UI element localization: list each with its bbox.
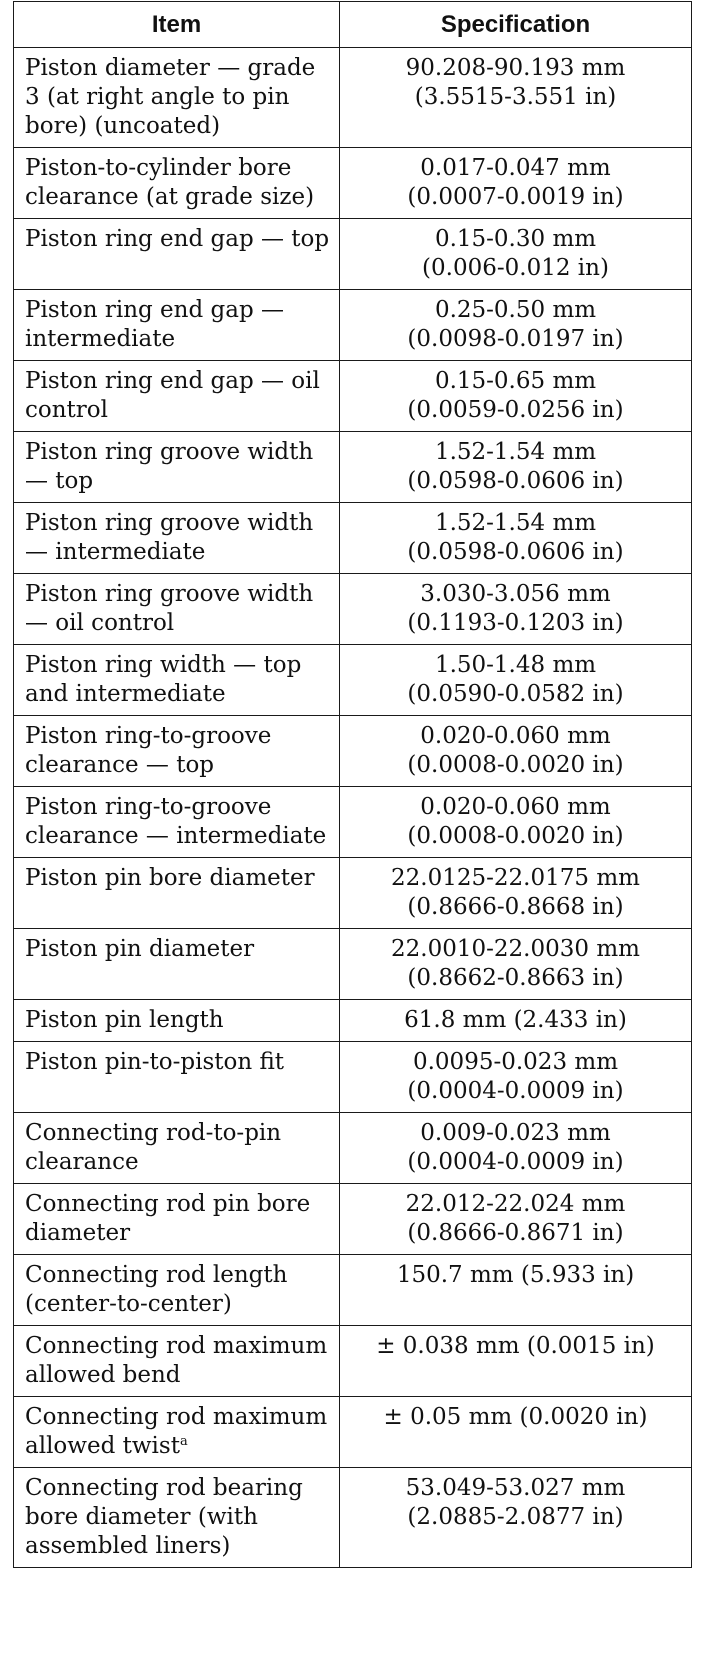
specification-text-line: (0.0098-0.0197 in) <box>407 326 624 352</box>
footnote-marker: a <box>179 1434 188 1449</box>
specification-text-line: 22.012-22.024 mm <box>405 1191 626 1217</box>
item-text: Piston pin diameter <box>25 936 255 962</box>
specification-cell <box>340 1000 692 1042</box>
specification-text-line: (0.0004-0.0009 in) <box>407 1078 624 1104</box>
specification-column-header: Specification <box>340 2 692 48</box>
table-row <box>14 1255 692 1326</box>
item-text-line <box>25 367 331 396</box>
specification-cell <box>340 716 692 787</box>
specification-text-line: 0.020-0.060 mm <box>420 794 611 820</box>
item-text-line <box>25 935 331 964</box>
table-row <box>14 645 692 716</box>
specification-cell <box>340 148 692 219</box>
table-row <box>14 48 692 148</box>
specification-text-line: 53.049-53.027 mm <box>405 1475 626 1501</box>
specification-text-line: 22.0125-22.0175 mm <box>391 865 640 891</box>
item-text: Piston ring end gap — <box>25 297 284 323</box>
item-text: Piston pin bore diameter <box>25 865 315 891</box>
table-body <box>14 48 692 1568</box>
item-text: Connecting rod pin bore <box>25 1191 311 1217</box>
item-text: Piston ring end gap — top <box>25 226 330 252</box>
specification-text-line: 61.8 mm (2.433 in) <box>404 1007 627 1033</box>
specification-cell <box>340 645 692 716</box>
specification-text-line: (0.006-0.012 in) <box>422 255 609 281</box>
item-text: (center-to-center) <box>25 1291 232 1317</box>
specification-text-line: (0.0007-0.0019 in) <box>407 184 624 210</box>
specification-cell <box>340 1113 692 1184</box>
item-cell <box>14 1255 340 1326</box>
item-text: clearance — intermediate <box>25 823 327 849</box>
item-text-line <box>25 1006 331 1035</box>
item-text-line <box>25 1048 331 1077</box>
item-text-line <box>25 793 331 822</box>
item-text: Connecting rod-to-pin <box>25 1120 282 1146</box>
table-row <box>14 929 692 1000</box>
item-cell <box>14 48 340 148</box>
item-text: — top <box>25 468 94 494</box>
specification-text-line: (0.8666-0.8671 in) <box>407 1220 624 1246</box>
item-cell <box>14 787 340 858</box>
item-text: — intermediate <box>25 539 206 565</box>
item-text: Piston-to-cylinder bore <box>25 155 292 181</box>
specification-text-line: 90.208-90.193 mm <box>405 55 626 81</box>
item-text-line <box>25 225 331 254</box>
specification-text-line: (3.5515-3.551 in) <box>414 84 617 110</box>
item-text: Piston ring-to-groove <box>25 723 272 749</box>
item-cell <box>14 503 340 574</box>
item-text-line <box>25 1503 331 1532</box>
item-text-line <box>25 1148 331 1177</box>
specification-cell <box>340 858 692 929</box>
item-text: Piston diameter — grade <box>25 55 316 81</box>
item-text-line <box>25 864 331 893</box>
specification-text-line: (0.0059-0.0256 in) <box>407 397 624 423</box>
item-text-line <box>25 509 331 538</box>
specification-text-line: 22.0010-22.0030 mm <box>391 936 640 962</box>
item-text: Connecting rod length <box>25 1262 288 1288</box>
item-text-line <box>25 1432 331 1461</box>
specification-text-line: (0.0590-0.0582 in) <box>407 681 624 707</box>
item-text-line <box>25 1119 331 1148</box>
item-text-line <box>25 325 331 354</box>
item-cell <box>14 858 340 929</box>
item-text-line <box>25 722 331 751</box>
table-row <box>14 290 692 361</box>
item-text: clearance (at grade size) <box>25 184 315 210</box>
table-row <box>14 716 692 787</box>
specification-text-line: (0.0008-0.0020 in) <box>407 823 624 849</box>
item-text-line <box>25 54 331 83</box>
specification-text-line: (0.0598-0.0606 in) <box>407 539 624 565</box>
item-cell <box>14 1042 340 1113</box>
item-text: Piston ring-to-groove <box>25 794 272 820</box>
item-cell <box>14 432 340 503</box>
item-text-line <box>25 680 331 709</box>
item-text-line <box>25 396 331 425</box>
specification-text-line: 0.017-0.047 mm <box>420 155 611 181</box>
item-text: bore) (uncoated) <box>25 113 221 139</box>
specification-cell <box>340 1255 692 1326</box>
specification-text-line: 0.0095-0.023 mm <box>412 1049 619 1075</box>
item-text: Piston pin length <box>25 1007 224 1033</box>
specification-cell <box>340 1397 692 1468</box>
specification-text-line: 0.25-0.50 mm <box>434 297 597 323</box>
item-text: allowed bend <box>25 1362 181 1388</box>
item-text-line <box>25 609 331 638</box>
header-row <box>14 2 692 48</box>
item-cell <box>14 219 340 290</box>
item-text-line <box>25 438 331 467</box>
item-text: Piston ring end gap — oil <box>25 368 320 394</box>
item-cell <box>14 361 340 432</box>
item-text: Piston ring groove width <box>25 581 314 607</box>
item-text-line <box>25 183 331 212</box>
item-cell <box>14 929 340 1000</box>
item-text-line <box>25 83 331 112</box>
item-cell <box>14 1000 340 1042</box>
item-column-header: Item <box>14 2 340 48</box>
table-row <box>14 1326 692 1397</box>
table-row <box>14 1113 692 1184</box>
specification-cell <box>340 219 692 290</box>
specification-text-line: 0.009-0.023 mm <box>420 1120 611 1146</box>
item-cell <box>14 1113 340 1184</box>
specification-cell <box>340 787 692 858</box>
specification-cell <box>340 48 692 148</box>
specification-text-line: 150.7 mm (5.933 in) <box>396 1262 635 1288</box>
table-row <box>14 219 692 290</box>
specification-text-line: ± 0.05 mm (0.0020 in) <box>383 1404 648 1430</box>
specification-text-line: 3.030-3.056 mm <box>420 581 611 607</box>
specification-text-line: (0.8662-0.8663 in) <box>407 965 624 991</box>
item-text: diameter <box>25 1220 131 1246</box>
item-cell <box>14 716 340 787</box>
item-text-line <box>25 538 331 567</box>
specification-cell <box>340 929 692 1000</box>
table-row <box>14 1468 692 1568</box>
item-cell <box>14 1326 340 1397</box>
table-row <box>14 1397 692 1468</box>
item-text-line <box>25 154 331 183</box>
table-row <box>14 148 692 219</box>
specification-text-line: (0.0004-0.0009 in) <box>407 1149 624 1175</box>
specification-text-line: (2.0885-2.0877 in) <box>407 1504 624 1530</box>
item-text: Piston ring groove width <box>25 510 314 536</box>
specification-text-line: 0.020-0.060 mm <box>420 723 611 749</box>
item-text: allowed twist <box>25 1433 180 1459</box>
item-text-line <box>25 751 331 780</box>
item-text: Connecting rod bearing <box>25 1475 303 1501</box>
item-text: Piston ring groove width <box>25 439 314 465</box>
item-text: clearance <box>25 1149 139 1175</box>
item-text-line <box>25 1332 331 1361</box>
specification-cell <box>340 290 692 361</box>
table-row <box>14 432 692 503</box>
specification-cell <box>340 574 692 645</box>
table-row <box>14 574 692 645</box>
item-cell <box>14 645 340 716</box>
item-text: 3 (at right angle to pin <box>25 84 290 110</box>
specification-text-line: ± 0.038 mm (0.0015 in) <box>376 1333 655 1359</box>
item-text: assembled liners) <box>25 1533 231 1559</box>
table-row <box>14 858 692 929</box>
item-cell <box>14 148 340 219</box>
item-text: Connecting rod maximum <box>25 1404 328 1430</box>
specification-text-line: 1.50-1.48 mm <box>434 652 597 678</box>
table-row <box>14 1184 692 1255</box>
item-text-line <box>25 1532 331 1561</box>
item-cell <box>14 1397 340 1468</box>
item-text: intermediate <box>25 326 176 352</box>
specification-text-line: (0.8666-0.8668 in) <box>407 894 624 920</box>
item-text: Piston ring width — top <box>25 652 302 678</box>
specification-cell <box>340 361 692 432</box>
item-text: clearance — top <box>25 752 215 778</box>
specification-text-line: (0.0008-0.0020 in) <box>407 752 624 778</box>
item-text-line <box>25 822 331 851</box>
specification-cell <box>340 432 692 503</box>
specification-cell <box>340 1042 692 1113</box>
table-row <box>14 1000 692 1042</box>
specification-cell <box>340 503 692 574</box>
item-text-line <box>25 296 331 325</box>
table-header <box>14 2 692 48</box>
item-text: — oil control <box>25 610 175 636</box>
table-row <box>14 787 692 858</box>
item-text: and intermediate <box>25 681 226 707</box>
item-text-line <box>25 1290 331 1319</box>
spec-table <box>13 1 692 1568</box>
item-text-line <box>25 1219 331 1248</box>
specification-text-line: (0.0598-0.0606 in) <box>407 468 624 494</box>
specification-cell <box>340 1184 692 1255</box>
item-cell <box>14 290 340 361</box>
item-cell <box>14 1468 340 1568</box>
item-cell <box>14 1184 340 1255</box>
item-text: Piston pin-to-piston fit <box>25 1049 285 1075</box>
specification-cell <box>340 1468 692 1568</box>
specification-text-line: 0.15-0.30 mm <box>434 226 597 252</box>
item-text: Connecting rod maximum <box>25 1333 328 1359</box>
table-row <box>14 503 692 574</box>
item-text-line <box>25 580 331 609</box>
item-text-line <box>25 1361 331 1390</box>
item-text-line <box>25 1474 331 1503</box>
specification-text-line: 1.52-1.54 mm <box>434 439 597 465</box>
specification-text-line: (0.1193-0.1203 in) <box>407 610 624 636</box>
specification-text-line: 0.15-0.65 mm <box>434 368 597 394</box>
item-text-line <box>25 1190 331 1219</box>
table-row <box>14 361 692 432</box>
item-text-line <box>25 467 331 496</box>
item-cell <box>14 574 340 645</box>
item-text-line <box>25 112 331 141</box>
specification-text-line: 1.52-1.54 mm <box>434 510 597 536</box>
item-text-line <box>25 1403 331 1432</box>
item-text: control <box>25 397 108 423</box>
table-row <box>14 1042 692 1113</box>
specification-cell <box>340 1326 692 1397</box>
item-text-line <box>25 651 331 680</box>
item-text: bore diameter (with <box>25 1504 258 1530</box>
item-text-line <box>25 1261 331 1290</box>
